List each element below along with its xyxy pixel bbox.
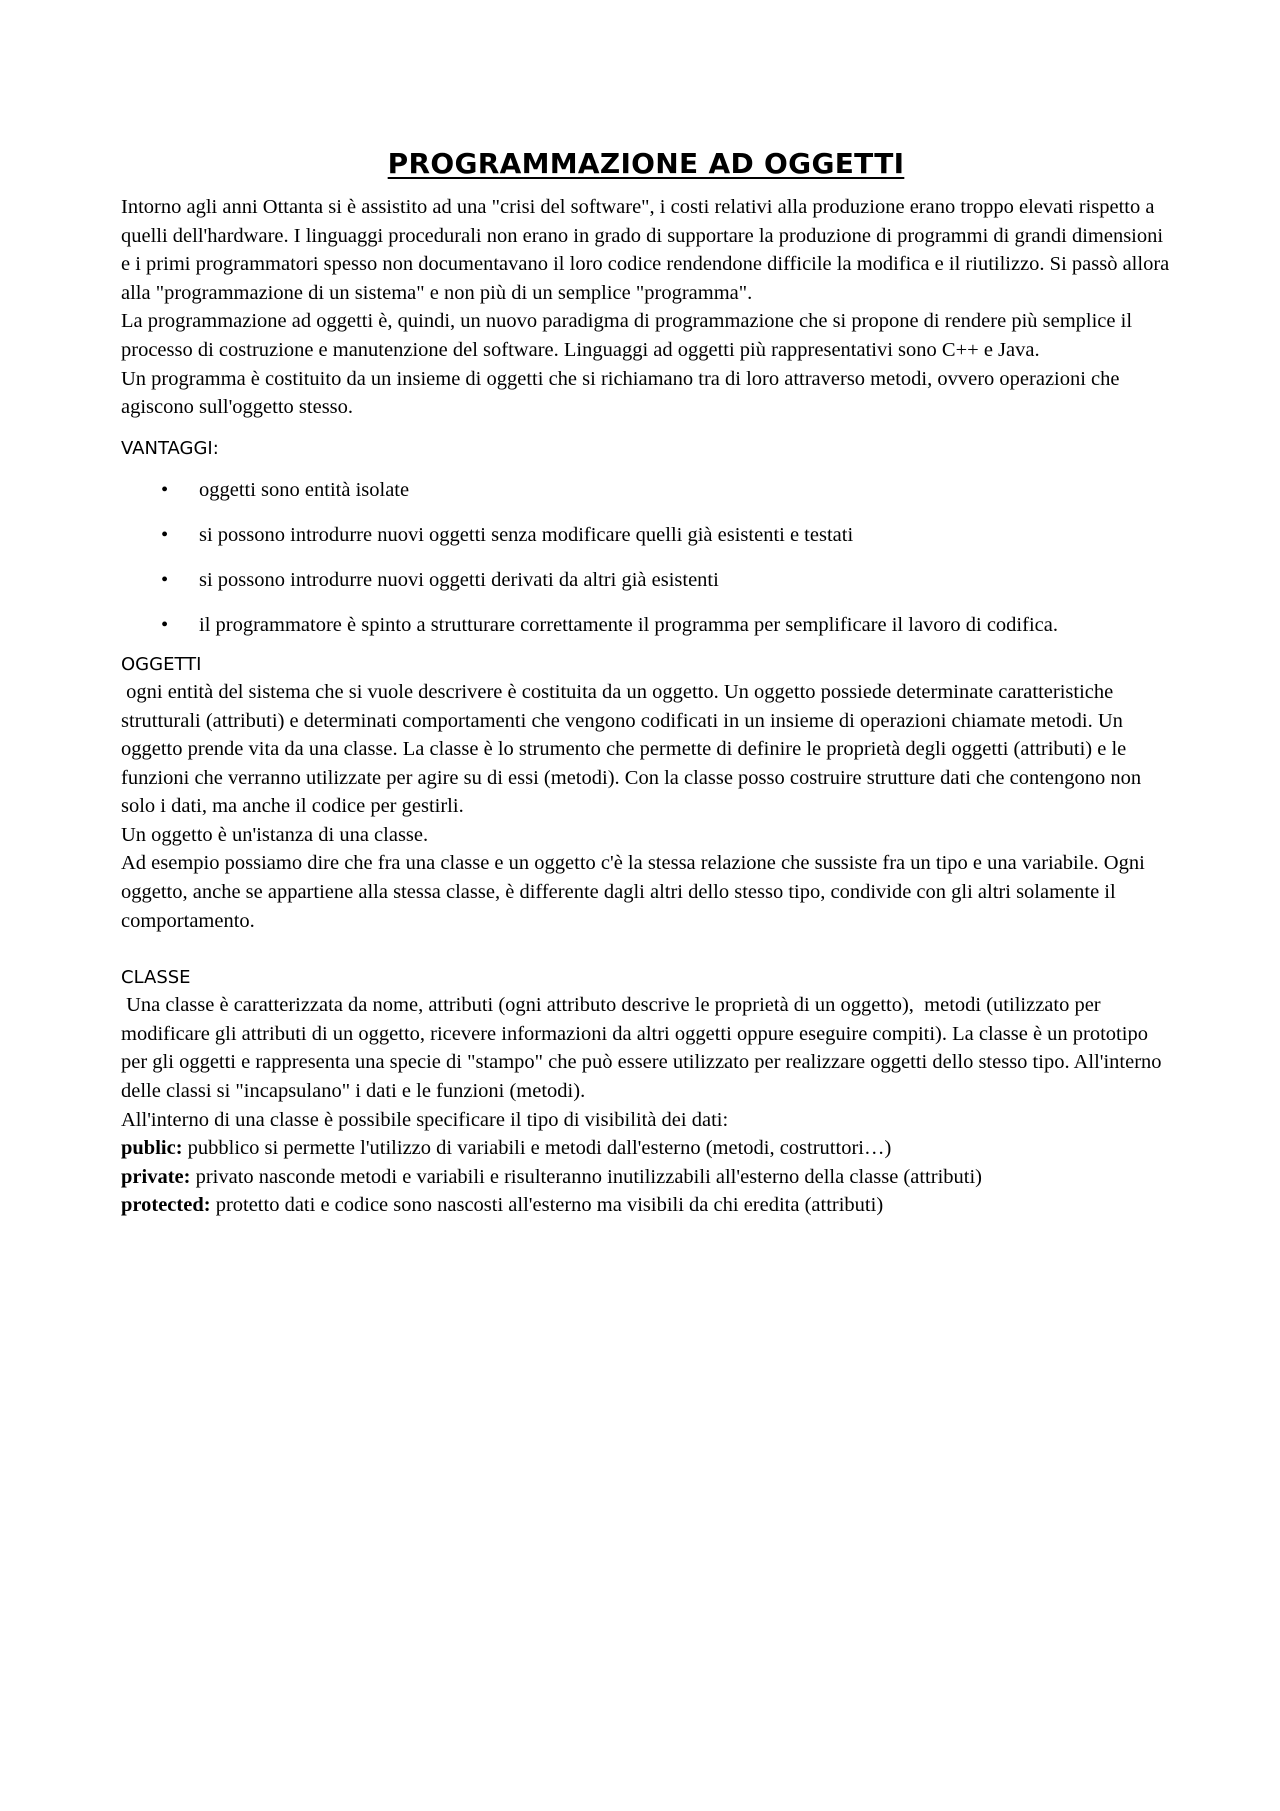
visibility-protected bbox=[121, 1191, 1171, 1220]
visibility-description: pubblico si permette l'utilizzo di variabili e metodi dall'esterno (metodi, costruttori…) bbox=[182, 1137, 892, 1160]
list-item-text: si possono introdurre nuovi oggetti senza modificare quelli già esistenti e testati bbox=[199, 523, 854, 546]
list-item bbox=[121, 476, 1171, 505]
list-item bbox=[121, 611, 1171, 640]
intro-paragraph-2: La programmazione ad oggetti è, quindi, un nuovo paradigma di programmazione che si propone di rendere più semplice il processo di costruzione e manutenzione del software. Linguaggi ad oggetti più rappresentativi sono C++ e Java. bbox=[121, 310, 1133, 361]
document-content bbox=[121, 146, 1171, 1220]
intro-paragraph-3: Un programma è costituito da un insieme di oggetti che si richiamano tra di loro attraverso metodi, ovvero operazioni che agiscono sull'oggetto stesso. bbox=[121, 367, 1120, 419]
vantaggi-list bbox=[121, 476, 1171, 640]
list-item-text: il programmatore è spinto a strutturare correttamente il programma per semplificare il lavoro di codifica. bbox=[199, 614, 1058, 637]
classe-heading: CLASSE bbox=[121, 967, 191, 989]
oggetti-paragraph-2: Un oggetto è un'istanza di una classe. bbox=[121, 823, 429, 846]
classe-paragraph-2: All'interno di una classe è possibile specificare il tipo di visibilità dei dati: bbox=[121, 1108, 729, 1131]
bullet-icon: • bbox=[161, 478, 169, 501]
bullet-icon: • bbox=[161, 523, 169, 546]
visibility-keyword: protected: bbox=[121, 1194, 211, 1217]
classe-paragraph-1: Una classe è caratterizzata da nome, attributi (ogni attributo descrive le proprietà di un oggetto), metodi (utilizzato per modificare gli attributi di un oggetto, ricevere informazioni da altri oggetti oppure eseguire compiti). La classe è un prototipo per gli oggetti e rappresenta una specie di "stampo" che può essere utilizzato per realizzare oggetti dello stesso tipo. All'interno delle classi si "incapsulano" i dati e le funzioni (metodi). bbox=[121, 994, 1167, 1103]
bullet-icon: • bbox=[161, 569, 169, 592]
visibility-private bbox=[121, 1163, 1171, 1192]
document-title: PROGRAMMAZIONE AD OGGETTI bbox=[387, 147, 905, 180]
list-item bbox=[121, 566, 1171, 595]
visibility-keyword: private: bbox=[121, 1165, 191, 1188]
oggetti-paragraph-3: Ad esempio possiamo dire che fra una classe e un oggetto c'è la stessa relazione che sussiste fra un tipo e una variabile. Ogni oggetto, anche se appartiene alla stessa classe, è differente dagli altri dello stesso tipo, condivide con gli altri solamente il comportamento. bbox=[121, 852, 1145, 932]
visibility-description: protetto dati e codice sono nascosti all'esterno ma visibili da chi eredita (attributi) bbox=[210, 1194, 884, 1217]
list-item bbox=[121, 521, 1171, 550]
visibility-description: privato nasconde metodi e variabili e risulteranno inutilizzabili all'esterno della classe (attributi) bbox=[190, 1165, 982, 1188]
bullet-icon: • bbox=[161, 614, 169, 637]
oggetti-heading: OGGETTI bbox=[121, 653, 202, 675]
visibility-keyword: public: bbox=[121, 1137, 183, 1160]
vantaggi-heading: VANTAGGI: bbox=[121, 437, 219, 459]
oggetti-paragraph-1: ogni entità del sistema che si vuole descrivere è costituita da un oggetto. Un oggetto possiede determinate caratteristiche strutturali (attributi) e determinati comportamenti che vengono codificati in un insieme di operazioni chiamate metodi. Un oggetto prende vita da una classe. La classe è lo strumento che permette di definire le proprietà degli oggetti (attributi) e le funzioni che verranno utilizzate per agire su di essi (metodi). Con la classe posso costruire strutture dati che contengono non solo i dati, ma anche il codice per gestirli. bbox=[121, 680, 1147, 818]
list-item-text: si possono introdurre nuovi oggetti derivati da altri già esistenti bbox=[199, 569, 719, 592]
list-item-text: oggetti sono entità isolate bbox=[199, 478, 410, 501]
visibility-public bbox=[121, 1134, 1171, 1163]
intro-paragraph-1: Intorno agli anni Ottanta si è assistito ad una "crisi del software", i costi relativi alla produzione erano troppo elevati rispetto a quelli dell'hardware. I linguaggi procedurali non erano in grado di supportare la produzione di programmi di grandi dimensioni e i primi programmatori spesso non documentavano il loro codice rendendone difficile la modifica e il riutilizzo. Si passò allora alla "programmazione di un sistema" e non più di un semplice "programma". bbox=[121, 196, 1170, 304]
